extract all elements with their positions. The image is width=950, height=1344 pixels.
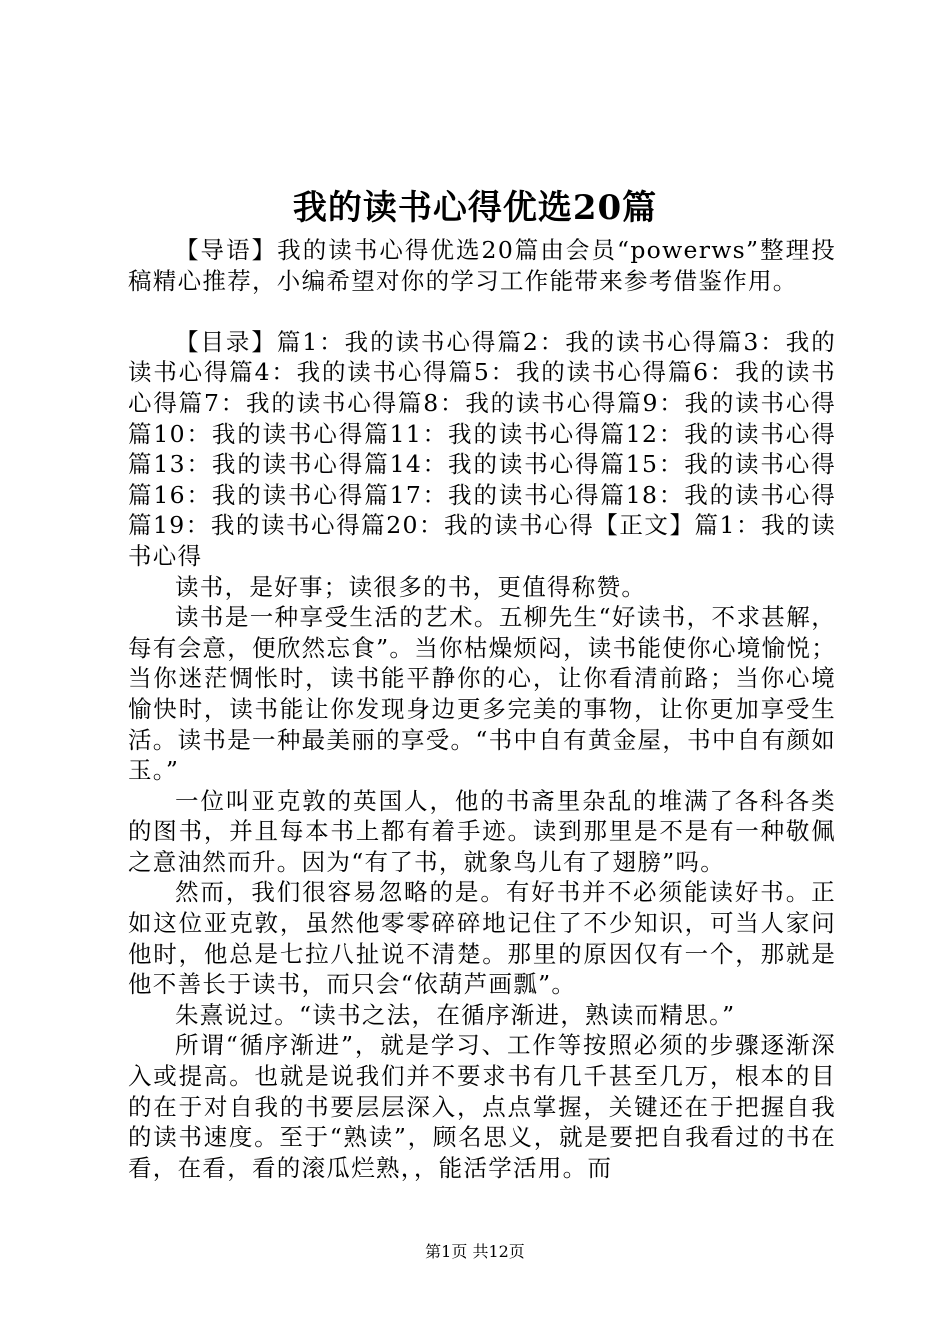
page-footer: 第1页 共12页 bbox=[425, 1242, 525, 1261]
body-paragraph: 所谓“循序渐进”，就是学习、工作等按照必须的步骤逐渐深入或提高。也就是说我们并不要求书有几千甚至几万，根本的目的在于对自我的书要层层深入，点点掌握，关键还在于把握自我的读书速度。至于“熟读”，顾名思义，就是要把自我看过的书在看，在看，看的滚瓜烂熟，，能活学活用。而 bbox=[128, 1031, 836, 1182]
body-paragraph: 读书是一种享受生活的艺术。五柳先生“好读书，不求甚解，每有会意，便欣然忘食”。当你枯燥烦闷，读书能使你心境愉悦；当你迷茫惆怅时，读书能平静你的心，让你看清前路；当你心境愉快时，读书能让你发现身边更多完美的事物，让你更加享受生活。读书是一种最美丽的享受。“书中自有黄金屋，书中自有颜如玉。” bbox=[128, 603, 836, 785]
body-paragraph: 朱熹说过。“读书之法，在循序渐进，熟读而精思。” bbox=[175, 1000, 736, 1029]
document-title: 我的读书心得优选20篇 bbox=[292, 188, 658, 228]
body-paragraph: 然而，我们很容易忽略的是。有好书并不必须能读好书。正如这位亚克敦，虽然他零零碎碎地记住了不少知识，可当人家问他时，他总是七拉八扯说不清楚。那里的原因仅有一个，那就是他不善长于读书，而只会“依葫芦画瓢”。 bbox=[128, 878, 836, 999]
document-body bbox=[128, 235, 836, 1183]
body-paragraph: 一位叫亚克敦的英国人，他的书斋里杂乱的堆满了各科各类的图书，并且每本书上都有着手迹。读到那里是不是有一种敬佩之意油然而升。因为“有了书，就象鸟儿有了翅膀”吗。 bbox=[128, 786, 836, 876]
toc-paragraph: 【目录】篇1：我的读书心得篇2：我的读书心得篇3：我的读书心得篇4：我的读书心得篇5：我的读书心得篇6：我的读书心得篇7：我的读书心得篇8：我的读书心得篇9：我的读书心得篇10：我的读书心得篇11：我的读书心得篇12：我的读书心得篇13：我的读书心得篇14：我的读书心得篇15：我的读书心得篇16：我的读书心得篇17：我的读书心得篇18：我的读书心得篇19：我的读书心得篇20：我的读书心得【正文】篇1：我的读书心得 bbox=[128, 327, 836, 570]
intro-paragraph: 【导语】我的读书心得优选20篇由会员“powerws”整理投稿精心推荐，小编希望对你的学习工作能带来参考借鉴作用。 bbox=[128, 236, 836, 295]
body-paragraph: 读书，是好事；读很多的书，更值得称赞。 bbox=[175, 572, 647, 601]
blank-line bbox=[128, 296, 836, 327]
